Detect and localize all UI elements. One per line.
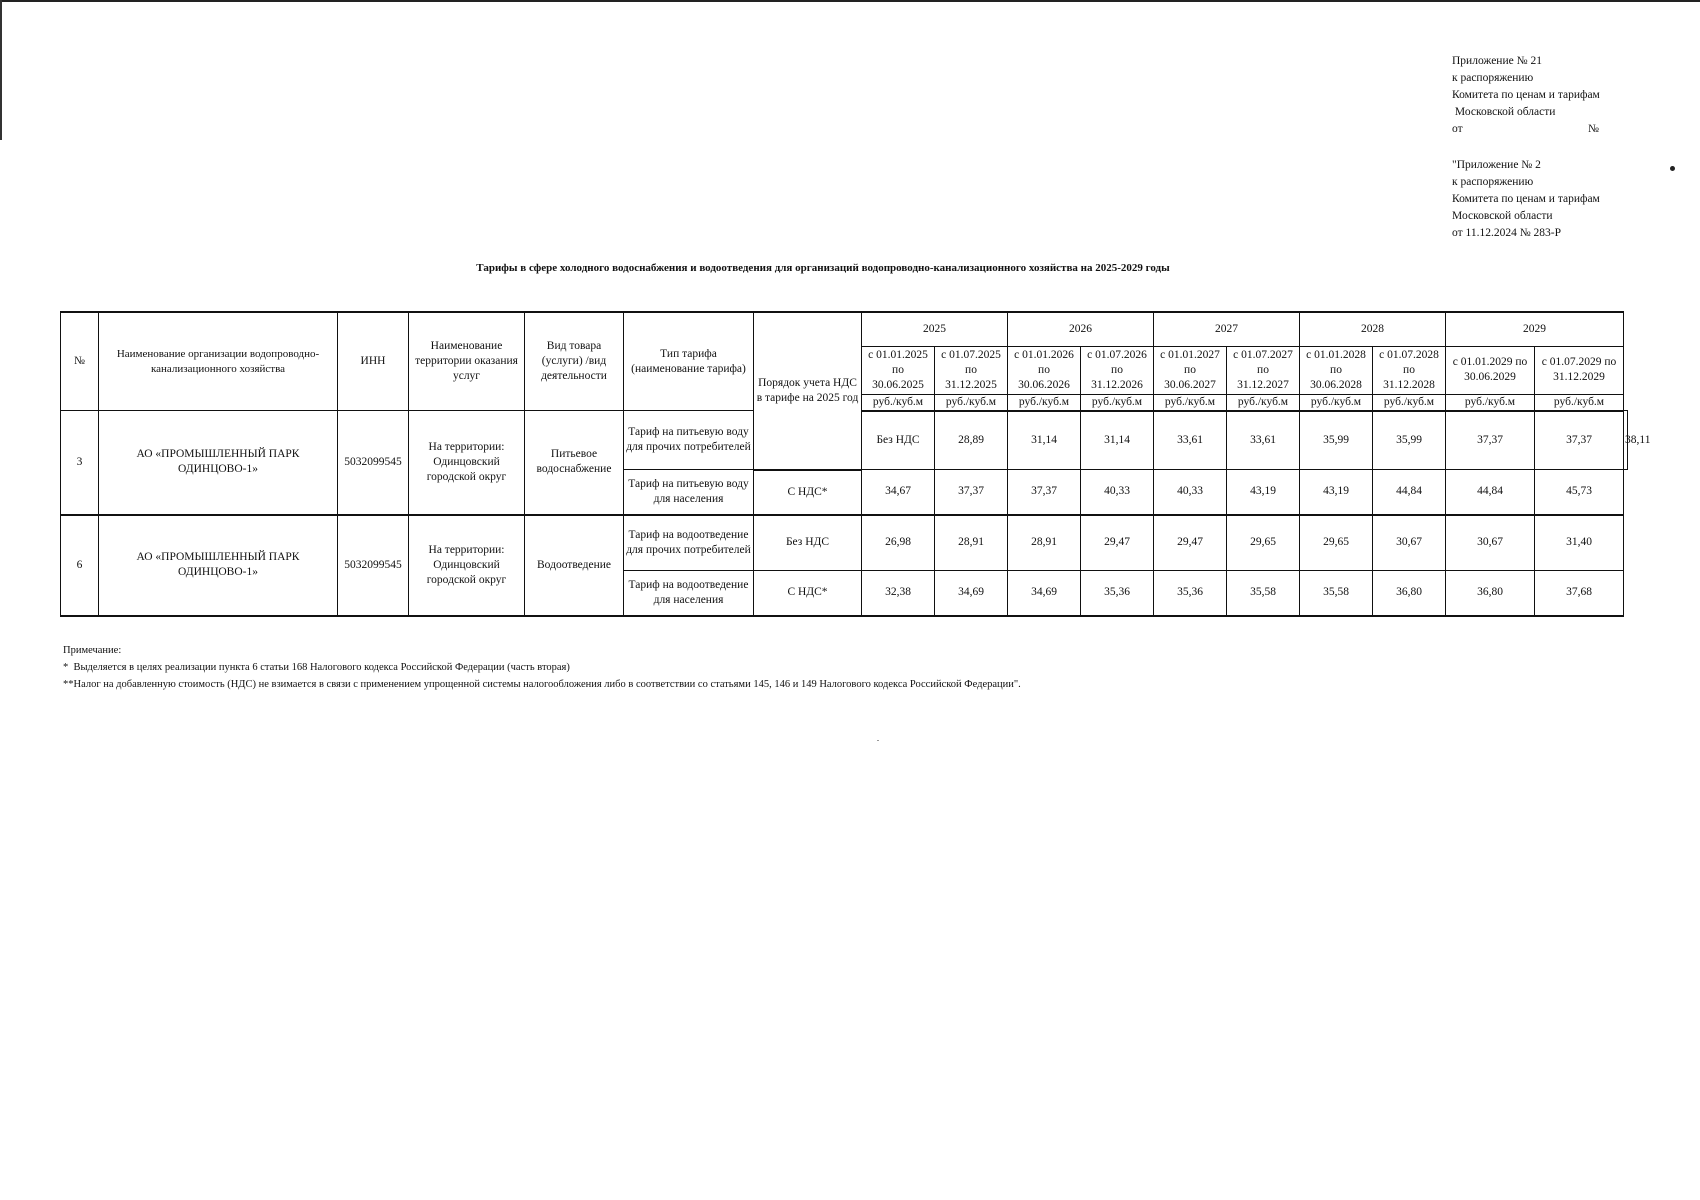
tariff-value: 30,67 [1373, 515, 1446, 571]
org-name: АО «ПРОМЫШЛЕННЫЙ ПАРК ОДИНЦОВО-1» [99, 515, 338, 616]
tariff-value: 34,69 [1008, 571, 1081, 616]
header-period: с 01.01.2026 по 30.06.2026 [1008, 346, 1081, 394]
appendix-21-line: Комитета по ценам и тарифам [1452, 89, 1600, 101]
inn-value: 5032099545 [338, 515, 409, 616]
row-number: 3 [61, 411, 99, 515]
header-unit: руб./куб.м [1300, 394, 1373, 411]
header-period: с 01.07.2028 по 31.12.2028 [1373, 346, 1446, 394]
header-unit: руб./куб.м [1227, 394, 1300, 411]
tariff-name: Тариф на водоотведение для прочих потребителей [624, 515, 754, 571]
appendix-21-date-label: от [1452, 123, 1463, 135]
tariff-value: 33,61 [1227, 411, 1300, 470]
header-year: 2025 [862, 312, 1008, 346]
scan-mark [1670, 166, 1675, 171]
appendix-21-title: Приложение № 21 [1452, 55, 1542, 67]
tariff-value: 43,19 [1227, 470, 1300, 515]
scan-border-left [0, 0, 2, 140]
inn-value: 5032099545 [338, 411, 409, 515]
appendix-2-date: от 11.12.2024 № 283-Р [1452, 227, 1562, 239]
appendix-2-line: Московской области [1452, 210, 1553, 222]
appendix-2-title: "Приложение № 2 [1452, 159, 1541, 171]
table-row [61, 515, 1628, 571]
tariff-value: 44,84 [1373, 470, 1446, 515]
appendix-21-line: Московской области [1452, 106, 1556, 118]
row-number: 6 [61, 515, 99, 616]
notes-block [63, 642, 1021, 693]
header-period: с 01.01.2029 по 30.06.2029 [1446, 346, 1535, 394]
vat-value: Без НДС [862, 411, 935, 470]
header-unit: руб./куб.м [1081, 394, 1154, 411]
tariff-value: 35,99 [1373, 411, 1446, 470]
tariff-value: 37,37 [1535, 411, 1624, 470]
header-period: с 01.07.2029 по 31.12.2029 [1535, 346, 1624, 394]
appendix-2-line: Комитета по ценам и тарифам [1452, 193, 1600, 205]
header-unit: руб./куб.м [1008, 394, 1081, 411]
header-kind: Вид товара (услуги) /вид деятельности [525, 312, 624, 411]
territory-value: На территории: Одинцовский городской округ [409, 515, 525, 616]
header-inn: ИНН [338, 312, 409, 411]
header-unit: руб./куб.м [862, 394, 935, 411]
header-tariff-type: Тип тарифа (наименование тарифа) [624, 312, 754, 411]
tariff-value: 36,80 [1446, 571, 1535, 616]
tariff-table [60, 311, 1651, 617]
tariff-value: 36,80 [1373, 571, 1446, 616]
tariff-value: 37,68 [1535, 571, 1624, 616]
header-period: с 01.01.2027 по 30.06.2027 [1154, 346, 1227, 394]
tariff-value: 35,58 [1227, 571, 1300, 616]
header-vat-order: Порядок учета НДС в тарифе на 2025 год [754, 312, 862, 470]
appendix-21-number-label: № [1588, 123, 1599, 135]
scan-border-top [0, 0, 1700, 2]
header-period: с 01.01.2028 по 30.06.2028 [1300, 346, 1373, 394]
territory-value: На территории: Одинцовский городской округ [409, 411, 525, 515]
header-period: с 01.01.2025 по 30.06.2025 [862, 346, 935, 394]
header-period: с 01.07.2025 по 31.12.2025 [935, 346, 1008, 394]
note-vat-double-asterisk: **Налог на добавленную стоимость (НДС) не взимается в связи с применением упрощенной системы налогообложения либо в соответствии со статьями 145, 146 и 149 Налогового кодекса Российской Федерации". [63, 679, 1021, 690]
tariff-name: Тариф на питьевую воду для населения [624, 470, 754, 515]
header-year: 2029 [1446, 312, 1624, 346]
header-unit: руб./куб.м [1446, 394, 1535, 411]
tariff-value: 33,61 [1154, 411, 1227, 470]
tariff-value: 37,37 [935, 470, 1008, 515]
tariff-value: 31,14 [1008, 411, 1081, 470]
tariff-value: 37,37 [1446, 411, 1535, 470]
tariff-value: 35,58 [1300, 571, 1373, 616]
appendix-21-line: к распоряжению [1452, 72, 1534, 84]
tariff-value: 43,19 [1300, 470, 1373, 515]
kind-value: Водоотведение [525, 515, 624, 616]
appendix-21-block [1452, 53, 1600, 138]
tariff-value: 34,69 [935, 571, 1008, 616]
header-period: с 01.07.2026 по 31.12.2026 [1081, 346, 1154, 394]
notes-heading: Примечание: [63, 645, 122, 656]
kind-value: Питьевое водоснабжение [525, 411, 624, 515]
tariff-value: 44,84 [1446, 470, 1535, 515]
tariff-value: 28,89 [935, 411, 1008, 470]
header-year: 2028 [1300, 312, 1446, 346]
header-row-years [61, 312, 1628, 346]
scan-speck [877, 740, 879, 741]
header-unit: руб./куб.м [1154, 394, 1227, 411]
header-territory: Наименование территории оказания услуг [409, 312, 525, 411]
tariff-value: 28,91 [1008, 515, 1081, 571]
tariff-value: 34,67 [862, 470, 935, 515]
org-name: АО «ПРОМЫШЛЕННЫЙ ПАРК ОДИНЦОВО-1» [99, 411, 338, 515]
document-title: Тарифы в сфере холодного водоснабжения и водоотведения для организаций водопроводно-канализационного хозяйства на 2025-2029 годы [476, 262, 1170, 274]
tariff-value: 40,33 [1154, 470, 1227, 515]
tariff-value: 35,99 [1300, 411, 1373, 470]
header-year: 2027 [1154, 312, 1300, 346]
tariff-value: 35,36 [1154, 571, 1227, 616]
tariff-name: Тариф на водоотведение для населения [624, 571, 754, 616]
header-num: № [61, 312, 99, 411]
tariff-value: 29,65 [1300, 515, 1373, 571]
note-vat-asterisk: * Выделяется в целях реализации пункта 6 статьи 168 Налогового кодекса Российской Федерации (часть вторая) [63, 662, 570, 673]
vat-value: Без НДС [754, 515, 862, 571]
tariff-value: 30,67 [1446, 515, 1535, 571]
tariff-value: 29,65 [1227, 515, 1300, 571]
tariff-value: 31,14 [1081, 411, 1154, 470]
header-year: 2026 [1008, 312, 1154, 346]
tariff-value: 31,40 [1535, 515, 1624, 571]
tariff-value: 26,98 [862, 515, 935, 571]
header-period: с 01.07.2027 по 31.12.2027 [1227, 346, 1300, 394]
tariff-value: 45,73 [1535, 470, 1624, 515]
tariff-name: Тариф на питьевую воду для прочих потребителей [624, 411, 754, 470]
tariff-value: 29,47 [1154, 515, 1227, 571]
vat-value: С НДС* [754, 571, 862, 616]
appendix-2-block [1452, 157, 1600, 242]
tariff-value: 28,91 [935, 515, 1008, 571]
vat-value: С НДС* [754, 470, 862, 515]
tariff-value: 32,38 [862, 571, 935, 616]
header-unit: руб./куб.м [935, 394, 1008, 411]
header-org: Наименование организации водопроводно-канализационного хозяйства [99, 312, 338, 411]
header-unit: руб./куб.м [1535, 394, 1624, 411]
tariff-value: 40,33 [1081, 470, 1154, 515]
appendix-2-line: к распоряжению [1452, 176, 1534, 188]
tariff-value: 29,47 [1081, 515, 1154, 571]
tariff-value: 35,36 [1081, 571, 1154, 616]
tariff-value: 37,37 [1008, 470, 1081, 515]
header-unit: руб./куб.м [1373, 394, 1446, 411]
tariff-value: 38,11 [1624, 411, 1628, 470]
